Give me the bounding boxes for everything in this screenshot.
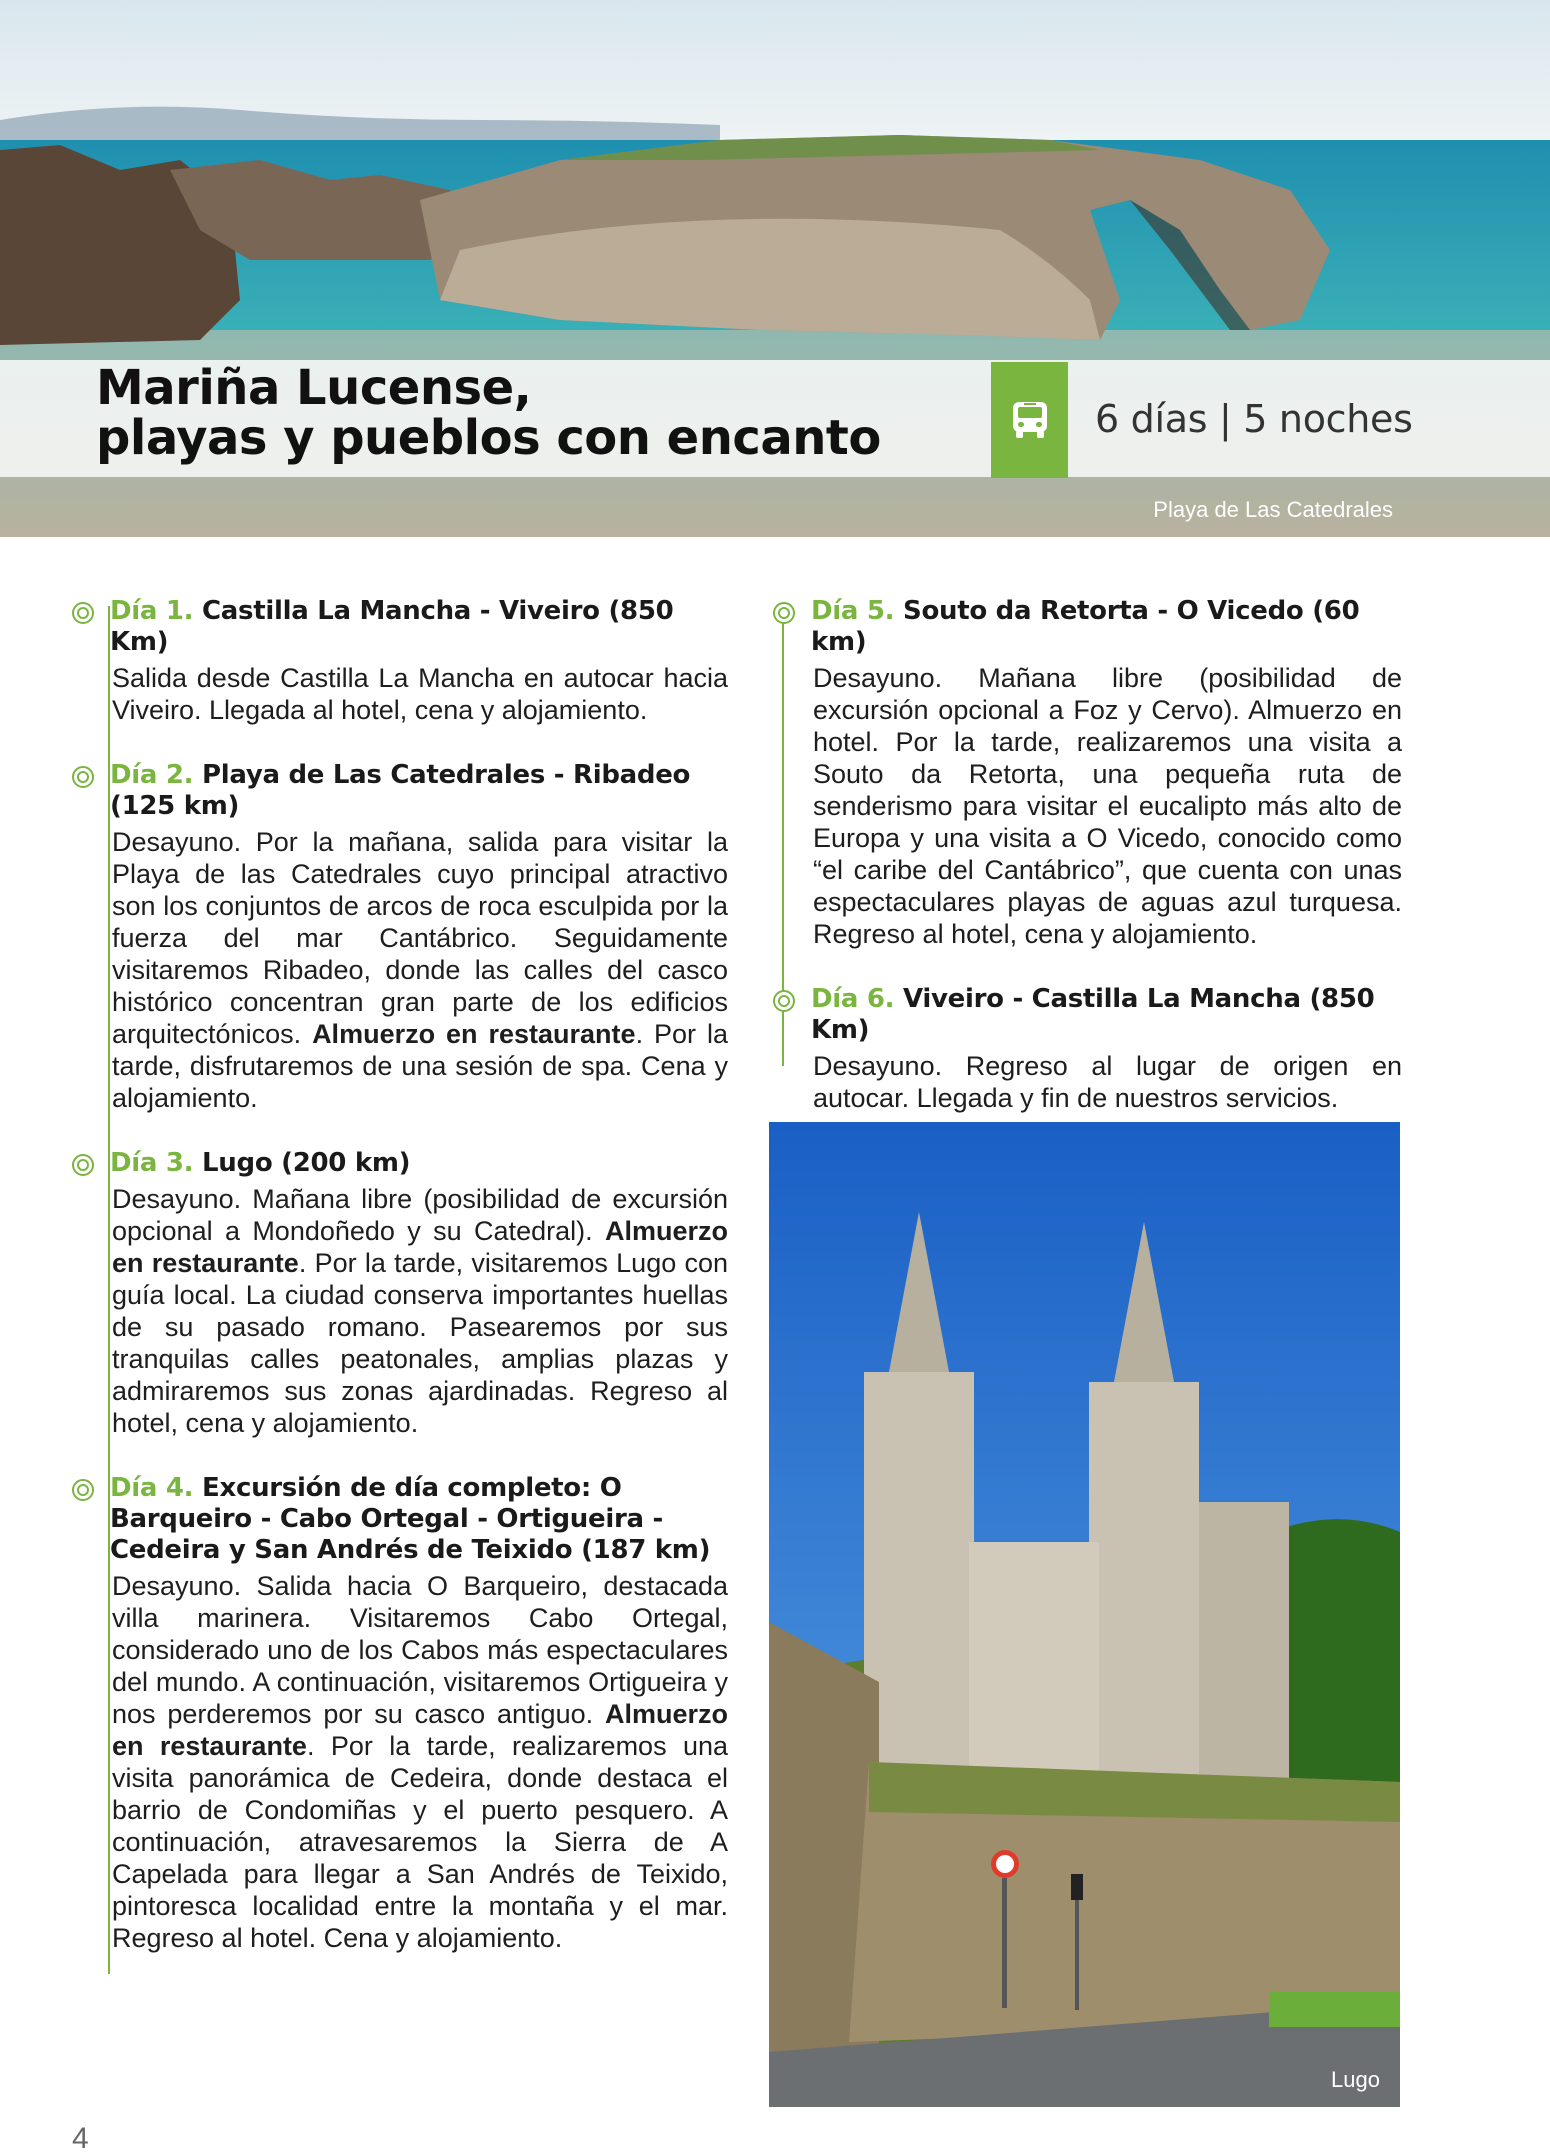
timeline-dot-icon xyxy=(71,601,95,625)
day-title: Excursión de día completo: O Barqueiro - Cabo Ortegal - Ortigueira - Cedeira y San Andrés de Teixido (187 km) xyxy=(110,1473,711,1565)
day-text-bold: Almuerzo en restaurante xyxy=(312,1019,636,1049)
bus-icon-box xyxy=(991,362,1068,478)
itinerary-left-column xyxy=(110,596,728,1988)
day-title: Lugo (200 km) xyxy=(202,1148,411,1178)
day-text: Desayuno. Mañana libre (posibilidad de excursión opcional a Foz y Cervo). Almuerzo en hotel. Por la tarde, realizaremos una visita a Souto da Retorta, una pequeña ruta de senderismo para visitar el eucalipto más alto de Europa y una visita a O Vicedo, conocido como “el caribe del Cantábrico”, que cuenta con unas espectaculares playas de aguas azul turquesa. Regreso al hotel, cena y alojamiento. xyxy=(813,663,1402,949)
day-2 xyxy=(83,760,728,1114)
day-3 xyxy=(83,1148,728,1439)
day-text-bold: Almuerzo en restaurante xyxy=(112,1216,728,1278)
day-description xyxy=(813,662,1402,950)
day-description xyxy=(112,1183,728,1439)
page-title xyxy=(96,360,881,466)
day-text: Salida desde Castilla La Mancha en autocar hacia Viveiro. Llegada al hotel, cena y alojamiento. xyxy=(112,663,728,725)
day-number: Día 3. xyxy=(110,1148,194,1178)
page-number: 4 xyxy=(72,2122,89,2155)
timeline-dot-icon xyxy=(772,601,796,625)
cathedral-illustration xyxy=(769,1122,1400,2107)
title-line-2: playas y pueblos con encanto xyxy=(96,410,881,466)
day-number: Día 4. xyxy=(110,1473,194,1503)
timeline-dot-icon xyxy=(71,1153,95,1177)
day-heading xyxy=(110,760,728,822)
day-4 xyxy=(83,1473,728,1954)
trip-duration: 6 días | 5 noches xyxy=(1095,397,1413,441)
day-heading xyxy=(110,1148,728,1179)
day-title: Viveiro - Castilla La Mancha (850 Km) xyxy=(811,984,1375,1045)
day-text: Desayuno. Regreso al lugar de origen en autocar. Llegada y fin de nuestros servicios. xyxy=(813,1051,1402,1113)
day-text: Desayuno. Por la mañana, salida para visitar la Playa de las Catedrales cuyo principal atractivo son los conjuntos de arcos de roca esculpida por la fuerza del mar Cantábrico. Seguidamente visitaremos Ribadeo, donde las calles del casco histórico concentran gran parte de los edificios arquitectónicos. xyxy=(112,827,728,1049)
day-text: . Por la tarde, visitaremos Lugo con guía local. La ciudad conserva importantes huellas de su pasado romano. Pasearemos por sus tranquilas calles peatonales, amplias plazas y admiraremos sus zonas ajardinadas. Regreso al hotel, cena y alojamiento. xyxy=(112,1248,728,1438)
day-heading xyxy=(110,596,728,658)
bus-icon xyxy=(1008,398,1052,442)
day-text-bold: Almuerzo en restaurante xyxy=(112,1699,728,1761)
title-line-1: Mariña Lucense, xyxy=(96,360,532,416)
day-6 xyxy=(784,984,1402,1114)
hero-caption: Playa de Las Catedrales xyxy=(1153,497,1393,522)
day-number: Día 6. xyxy=(811,984,895,1014)
day-5 xyxy=(784,596,1402,950)
day-text: . Por la tarde, disfrutaremos de una sesión de spa. Cena y alojamiento. xyxy=(112,1019,728,1113)
photo-caption: Lugo xyxy=(1331,2067,1380,2092)
day-description xyxy=(813,1050,1402,1114)
day-heading xyxy=(811,984,1402,1046)
day-number: Día 1. xyxy=(110,596,194,626)
timeline-dot-icon xyxy=(772,989,796,1013)
timeline-dot-icon xyxy=(71,765,95,789)
day-number: Día 2. xyxy=(110,760,194,790)
day-description xyxy=(112,1570,728,1954)
day-text: Desayuno. Mañana libre (posibilidad de excursión opcional a Mondoñedo y su Catedral). xyxy=(112,1184,728,1246)
day-1 xyxy=(83,596,728,726)
day-description xyxy=(112,662,728,726)
day-text: Desayuno. Salida hacia O Barqueiro, destacada villa marinera. Visitaremos Cabo Ortegal, considerado uno de los Cabos más espectaculares del mundo. A continuación, visitaremos Ortigueira y nos perderemos por su casco antiguo. xyxy=(112,1571,728,1729)
itinerary-right-column xyxy=(784,596,1402,1148)
lugo-photo xyxy=(769,1122,1400,2107)
day-title: Playa de Las Catedrales - Ribadeo (125 km) xyxy=(110,760,691,821)
day-title: Souto da Retorta - O Vicedo (60 km) xyxy=(811,596,1360,657)
day-heading xyxy=(110,1473,728,1566)
day-text: . Por la tarde, realizaremos una visita panorámica de Cedeira, donde destaca el barrio de Condomiñas y el puerto pesquero. A continuación, atravesaremos la Sierra de A Capelada para llegar a San Andrés de Teixido, pintoresca localidad entre la montaña y el mar. Regreso al hotel. Cena y alojamiento. xyxy=(112,1731,728,1953)
day-heading xyxy=(811,596,1402,658)
timeline-dot-icon xyxy=(71,1478,95,1502)
day-title: Castilla La Mancha - Viveiro (850 Km) xyxy=(110,596,674,657)
day-description xyxy=(112,826,728,1114)
day-number: Día 5. xyxy=(811,596,895,626)
